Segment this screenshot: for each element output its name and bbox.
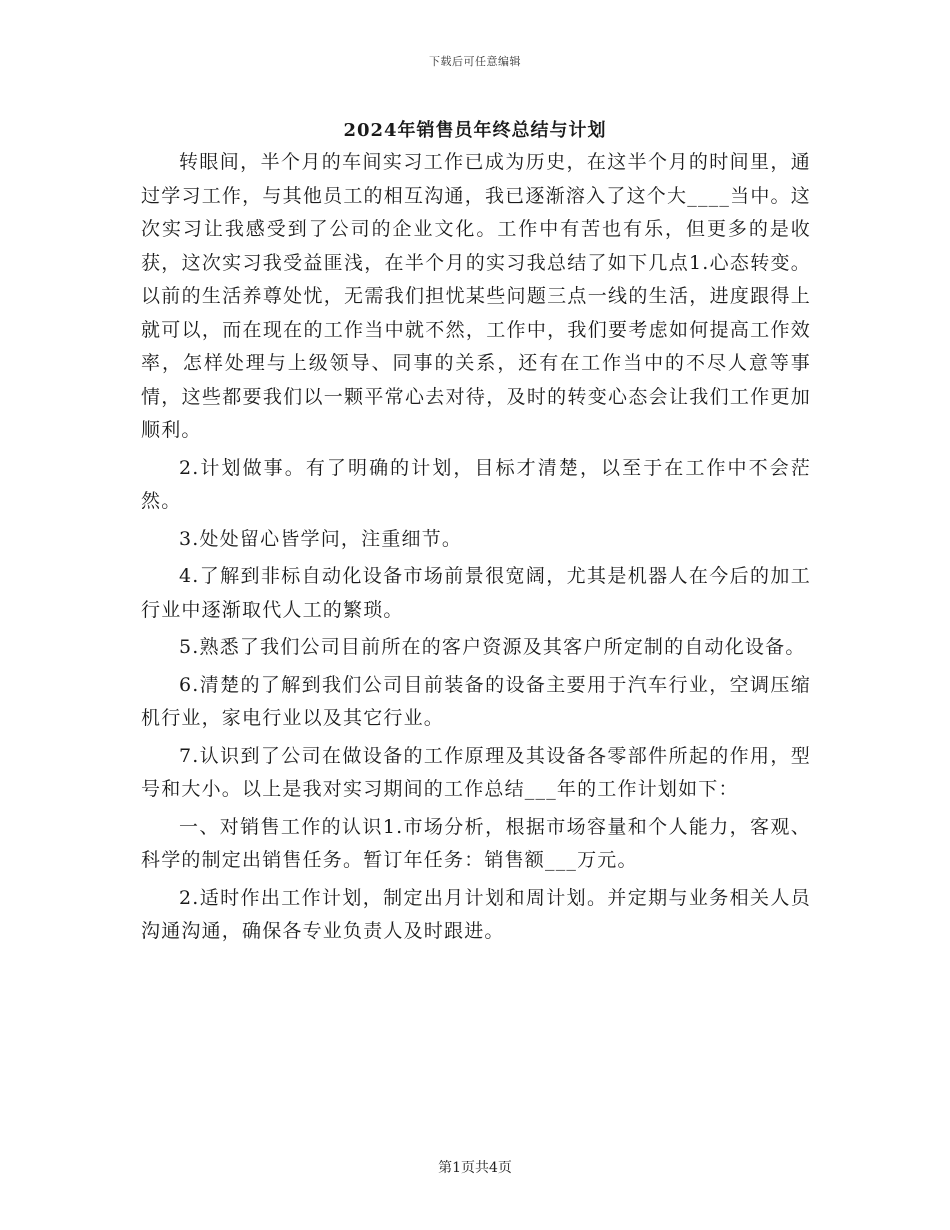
paragraph-plan-1: 一、对销售工作的认识1.市场分析，根据市场容量和个人能力，客观、科学的制定出销售任务。暂订年任务：销售额___万元。 — [141, 815, 811, 871]
paragraph-intro: 转眼间，半个月的车间实习工作已成为历史，在这半个月的时间里，通过学习工作，与其他员工的相互沟通，我已逐渐溶入了这个大____当中。这次实习让我感受到了公司的企业文化。工作中有苦也有乐，但更多的是收获，这次实习我受益匪浅，在半个月的实习我总结了如下几点1.心态转变。以前的生活养尊处忧，无需我们担忧某些问题三点一线的生活，进度跟得上就可以，而在现在的工作当中就不然，工作中，我们要考虑如何提高工作效率，怎样处理与上级领导、同事的关系，还有在工作当中的不尽人意等事情，这些都要我们以一颗平常心去对待，及时的转变心态会让我们工作更加顺利。 — [141, 151, 811, 441]
paragraph-item-4: 4.了解到非标自动化设备市场前景很宽阔，尤其是机器人在今后的加工行业中逐渐取代人工的繁琐。 — [141, 565, 811, 621]
paragraph-item-5: 5.熟悉了我们公司目前所在的客户资源及其客户所定制的自动化设备。 — [179, 636, 806, 658]
page-number: 第1页共4页 — [438, 1160, 512, 1176]
document-title: 2024年销售员年终总结与计划 — [343, 120, 607, 141]
paragraph-item-2: 2.计划做事。有了明确的计划，目标才清楚，以至于在工作中不会茫然。 — [141, 456, 811, 512]
paragraph-plan-2: 2.适时作出工作计划，制定出月计划和周计划。并定期与业务相关人员沟通沟通，确保各专业负责人及时跟进。 — [141, 886, 811, 942]
paragraph-item-7: 7.认识到了公司在做设备的工作原理及其设备各零部件所起的作用，型号和大小。以上是我对实习期间的工作总结___年的工作计划如下： — [141, 744, 811, 800]
paragraph-item-3: 3.处处留心皆学问，注重细节。 — [179, 527, 463, 550]
document-body — [141, 146, 811, 953]
header-note: 下载后可任意编辑 — [429, 55, 521, 68]
paragraph-item-6: 6.清楚的了解到我们公司目前装备的设备主要用于汽车行业，空调压缩机行业，家电行业以及其它行业。 — [141, 673, 811, 729]
